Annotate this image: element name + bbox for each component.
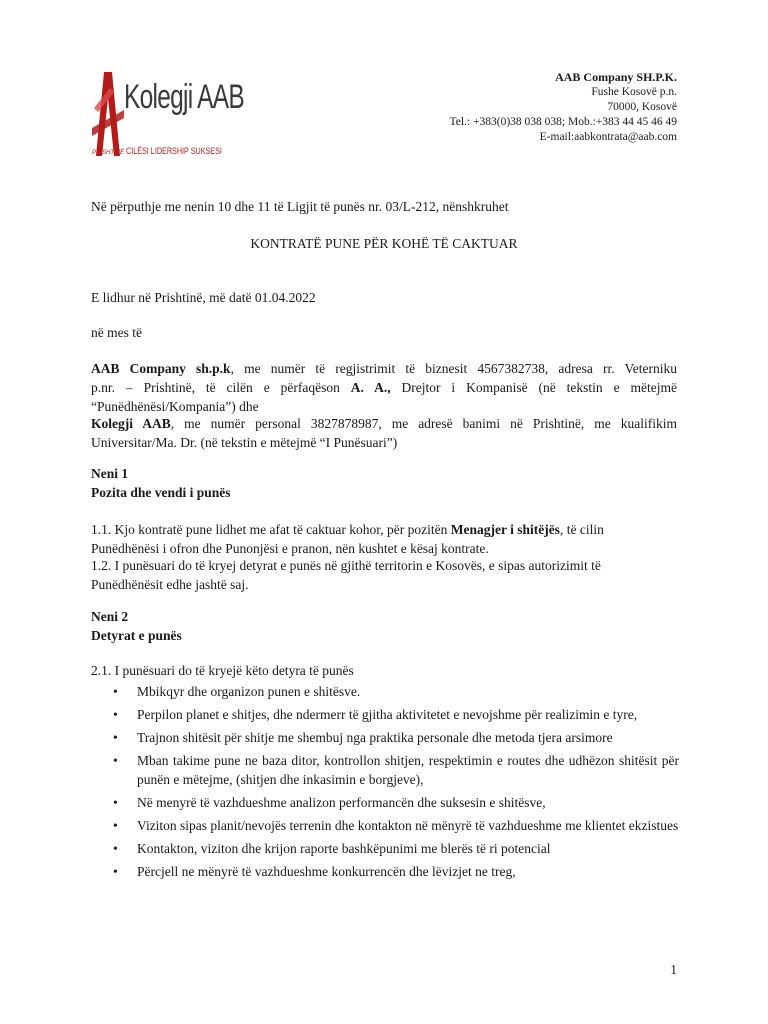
clause-1-1-text-c: Punëdhënësi i ofron dhe Punonjësi e pranon, nën kushtet e kësaj kontrate. — [91, 541, 489, 556]
party-1-name: AAB Company sh.p.k — [91, 361, 231, 376]
bullet-icon: • — [113, 730, 118, 745]
list-item — [113, 728, 679, 747]
logo-wordmark: Kolegji AAB — [124, 78, 245, 116]
party-1-text-c: Drejtor i Kompanisë (në tekstin e mëtejmë — [390, 380, 677, 395]
party-2-text-a: , me numër personal 3827878987, me adresë banimi në Prishtinë, me kualifikim — [170, 416, 678, 431]
bullet-icon: • — [113, 841, 118, 856]
list-item — [113, 839, 679, 858]
duty-text: Në menyrë të vazhdueshme analizon performancën dhe suksesin e shitësve, — [137, 795, 546, 810]
bullet-icon: • — [113, 864, 118, 879]
duty-text: Kontakton, viziton dhe krijon raporte bashkëpunimi me blerës të ri potencial — [137, 841, 551, 856]
party-1-text-d: “Punëdhënësi/Kompania”) dhe — [91, 399, 259, 414]
company-name: AAB Company SH.P.K. — [555, 70, 677, 84]
party-2-name: Kolegji AAB — [91, 416, 171, 431]
job-position: Menagjer i shitëjës — [450, 522, 560, 537]
bullet-icon: • — [113, 707, 118, 722]
party-1-text-a: , me numër të regjistrimit të biznesit 4567382738, adresa rr. Veterniku — [230, 361, 677, 376]
clause-1-2-text-b: Punëdhënësit edhe jashtë saj. — [91, 577, 249, 592]
party-2-text-b: Universitar/Ma. Dr. (në tekstin e mëtejmë “I Punësuari”) — [91, 435, 398, 450]
article-1-heading: Pozita dhe vendi i punës — [91, 485, 231, 500]
party-1-paragraph — [91, 359, 677, 416]
list-item — [113, 793, 679, 812]
page-number: 1 — [670, 962, 677, 977]
list-item — [113, 705, 679, 724]
college-logo — [90, 68, 245, 160]
party-1-representative: A. A., — [350, 380, 391, 395]
article-2-number: Neni 2 — [91, 609, 129, 624]
place-date: E lidhur në Prishtinë, më datë 01.04.2022 — [91, 290, 316, 305]
clause-1-2-text-a: 1.2. I punësuari do të kryej detyrat e punës në gjithë territorin e Kosovës, e sipas autorizimit të — [91, 558, 601, 573]
logo-city: PRISHTINË — [92, 150, 125, 156]
party-1-text-b: p.nr. – Prishtinë, të cilën e përfaqëson — [91, 380, 351, 395]
logo-tagline: CILËSI LIDERSHIP SUKSESI — [126, 146, 222, 156]
article-2-heading: Detyrat e punës — [91, 628, 182, 643]
duties-list — [113, 682, 679, 881]
duty-text: Perpilon planet e shitjes, dhe ndermerr të gjitha aktivitetet e nevojshme për realizimin e tyre, — [137, 707, 638, 722]
bullet-icon: • — [113, 684, 118, 699]
duty-text: Mbikqyr dhe organizon punen e shitësve. — [137, 684, 361, 699]
list-item — [113, 862, 679, 881]
bullet-icon: • — [113, 818, 118, 833]
party-2-paragraph — [91, 414, 677, 452]
between-text: në mes të — [91, 325, 142, 340]
duty-text: Trajnon shitësit për shitje me shembuj nga praktika personale dhe metoda tjera arsimore — [137, 730, 613, 745]
company-postal: 70000, Kosovë — [607, 101, 677, 113]
article-1-number: Neni 1 — [91, 466, 129, 481]
company-phone: Tel.: +383(0)38 038 038; Mob.:+383 44 45 46 49 — [449, 116, 677, 128]
list-item — [113, 816, 679, 835]
article-2-lead: 2.1. I punësuari do të kryejë këto detyra të punës — [91, 663, 354, 678]
bullet-icon: • — [113, 795, 118, 810]
company-address-block — [450, 70, 677, 145]
company-street: Fushe Kosovë p.n. — [591, 86, 677, 98]
list-item — [113, 751, 679, 789]
duty-text: Përcjell ne mënyrë të vazhdueshme konkurrencën dhe lëvizjet ne treg, — [137, 864, 516, 879]
intro-line: Në përputhje me nenin 10 dhe 11 të Ligjit të punës nr. 03/L-212, nënshkruhet — [91, 199, 509, 214]
document-title: KONTRATË PUNE PËR KOHË TË CAKTUAR — [250, 236, 518, 251]
company-email: E-mail:aabkontrata@aab.com — [539, 131, 677, 143]
duty-text: Viziton sipas planit/nevojës terrenin dhe kontakton në mënyrë të vazhdueshme me klientet ekzistues — [137, 818, 679, 833]
article-1-clause-2 — [91, 556, 677, 594]
clause-1-1-text-a: 1.1. Kjo kontratë pune lidhet me afat të caktuar kohor, për pozitën — [91, 522, 451, 537]
list-item — [113, 682, 679, 701]
clause-1-1-text-b: , të cilin — [559, 522, 604, 537]
duty-text: Mban takime pune ne baza ditor, kontrollon shitjen, respektimin e routes dhe udhëzon shitësit për punën e mëtejme, (shitjen dhe inkasimin e borgjeve), — [137, 753, 679, 787]
bullet-icon: • — [113, 753, 118, 768]
article-1-clause-1 — [91, 520, 677, 558]
